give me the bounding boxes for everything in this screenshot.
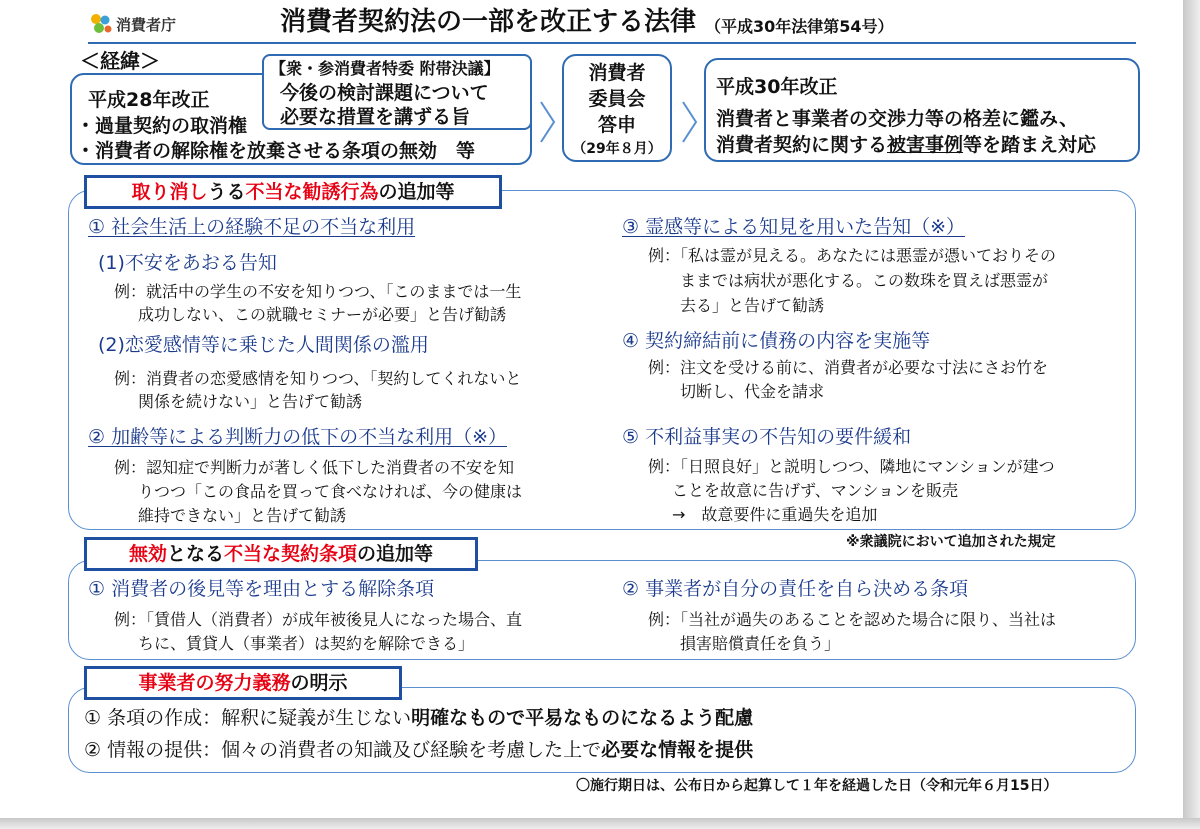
section2-title-part-4: の追加等 [357,543,434,565]
h28-title: 平成28年改正 [88,89,210,111]
h30-damage-cases: 被害事例 [887,134,964,156]
section1-item3-heading: ③ 霊感等による知見を用いた告知（※） [622,216,965,238]
viewer-shadow-bottom [0,818,1200,829]
resolution-box [262,54,532,130]
section1-item2-example-3: 維持できない」と告げて勧誘 [138,506,347,525]
arrow-right-icon [680,100,700,144]
resolution-line-2: 必要な措置を講ずる旨 [280,106,471,128]
logo-text: 消費者庁 [116,16,177,34]
h30-line-2-pre: 消費者契約に関する [716,134,888,156]
resolution-title: 【衆・参消費者特委 附帯決議】 [270,59,500,78]
section1-title-part-1: 取り消し [131,181,208,203]
committee-box [562,54,672,162]
section1-title-part-3: 不当な勧誘行為 [245,181,379,203]
section1-item2-heading: ② 加齢等による判断力の低下の不当な利用（※） [88,426,507,448]
section2-item2-example-2: 損害賠償責任を負う」 [680,634,841,653]
section1-item1-sub2-example-2: 関係を続けない」と告げて勧誘 [138,392,363,411]
section1-item5-example-3: → 故意要件に重過失を追加 [672,505,878,524]
h30-title: 平成30年改正 [716,76,838,98]
section3-item-2-emphasis: 必要な情報を提供 [601,739,754,761]
section3-item-1-emphasis: 明確なもので平易なものになるよう配慮 [411,707,754,729]
section2-item2-heading: ② 事業者が自分の責任を自ら決める条項 [622,578,969,600]
section1-item5-example-2: ことを故意に告げず、マンションを販売 [672,481,959,500]
committee-line-3: 答申 [597,114,636,136]
logo-mark-icon [88,12,114,36]
background-label: ＜経緯＞ [80,49,160,73]
added-by-house-note: ※衆議院において追加された規定 [846,534,1056,550]
section1-title [84,175,502,209]
law-number: （平成30年法律第54号） [705,17,894,36]
header-rule [88,42,1136,44]
section1-item2-example-2: りつつ「この食品を買って食べなければ、今の健康は [138,482,523,501]
arrow-right-icon [538,100,558,144]
committee-date: （29年８月） [572,141,662,157]
h30-line-2 [716,132,1096,158]
resolution-line-1: 今後の検討課題について [280,82,489,104]
effective-date-note: 〇施行期日は、公布日から起算して１年を経過した日（令和元年６月15日） [576,778,1058,794]
section2-title-part-2: となる [166,543,224,565]
page-title: 消費者契約法の一部を改正する法律 [280,7,697,37]
section1-item5-heading: ⑤ 不利益事実の不告知の要件緩和 [622,426,912,448]
section1-item4-heading: ④ 契約締結前に債務の内容を実施等 [622,330,931,352]
section3-title-part-1: 事業者の努力義務 [138,672,291,694]
committee-line-1: 消費者 [588,62,646,84]
section2-item1-example-2: ちに、賃貸人（事業者）は契約を解除できる」 [138,634,475,653]
h30-line-1: 消費者と事業者の交渉力等の格差に鑑み、 [716,108,1079,130]
section1-item3-example-3: 去る」と告げて勧誘 [680,296,825,315]
section1-title-part-2: うる [207,181,246,203]
section2-item1-heading: ① 消費者の後見等を理由とする解除条項 [88,578,435,600]
section1-item3-example-1: 例：「私は霊が見える。あなたには悪霊が憑いておりその [648,246,1057,265]
h28-item-1: ・過量契約の取消権 [76,115,248,137]
h30-box [704,58,1140,162]
section1-title-part-4: の追加等 [378,181,455,203]
section2-title [84,537,478,571]
section1-item3-example-2: ままでは病状が悪化する。この数珠を買えば悪霊が [680,271,1049,290]
section3-title-part-2: の明示 [290,672,348,694]
section3-item-2 [84,736,753,764]
section2-item1-example-1: 例：「賃借人（消費者）が成年被後見人になった場合、直 [114,610,523,629]
section3-item-2-pre: ② 情報の提供：個々の消費者の知識及び経験を考慮した上で [84,739,602,761]
section1-item1-heading: ① 社会生活上の経験不足の不当な利用 [88,216,416,238]
section3-item-1-pre: ① 条項の作成：解釈に疑義が生じない [84,707,412,729]
section1-item1-sub1-example-1: 例：就活中の学生の不安を知りつつ、「このままでは一生 [114,282,522,301]
section1-item1-sub1-heading: (1)不安をあおる告知 [98,252,277,274]
viewer-shadow-right [1183,0,1200,829]
section2-title-part-3: 不当な契約条項 [224,543,358,565]
h30-line-2-post: 等を踏まえ対応 [963,134,1097,156]
section3-item-1 [84,704,753,732]
committee-line-2: 委員会 [588,88,646,110]
section1-item5-example-1: 例：「日照良好」と説明しつつ、隣地にマンションが建つ [648,457,1055,476]
section1-item1-sub2-example-1: 例：消費者の恋愛感情を知りつつ、「契約してくれないと [114,369,522,388]
section2-title-part-1: 無効 [128,543,167,565]
section2-item2-example-1: 例：「当社が過失のあることを認めた場合に限り、当社は [648,610,1057,629]
h28-item-2: ・消費者の解除権を放棄させる条項の無効 等 [76,140,476,162]
section3-title [84,666,402,700]
section1-item4-example-2: 切断し、代金を請求 [680,382,825,401]
section1-item4-example-1: 例：注文を受ける前に、消費者が必要な寸法にさお竹を [648,358,1049,377]
section1-item1-sub1-example-2: 成功しない、この就職セミナーが必要」と告げ勧誘 [138,305,507,324]
section1-item1-sub2-heading: (2)恋愛感情等に乗じた人間関係の濫用 [98,334,429,356]
section1-item2-example-1: 例：認知症で判断力が著しく低下した消費者の不安を知 [114,458,515,477]
